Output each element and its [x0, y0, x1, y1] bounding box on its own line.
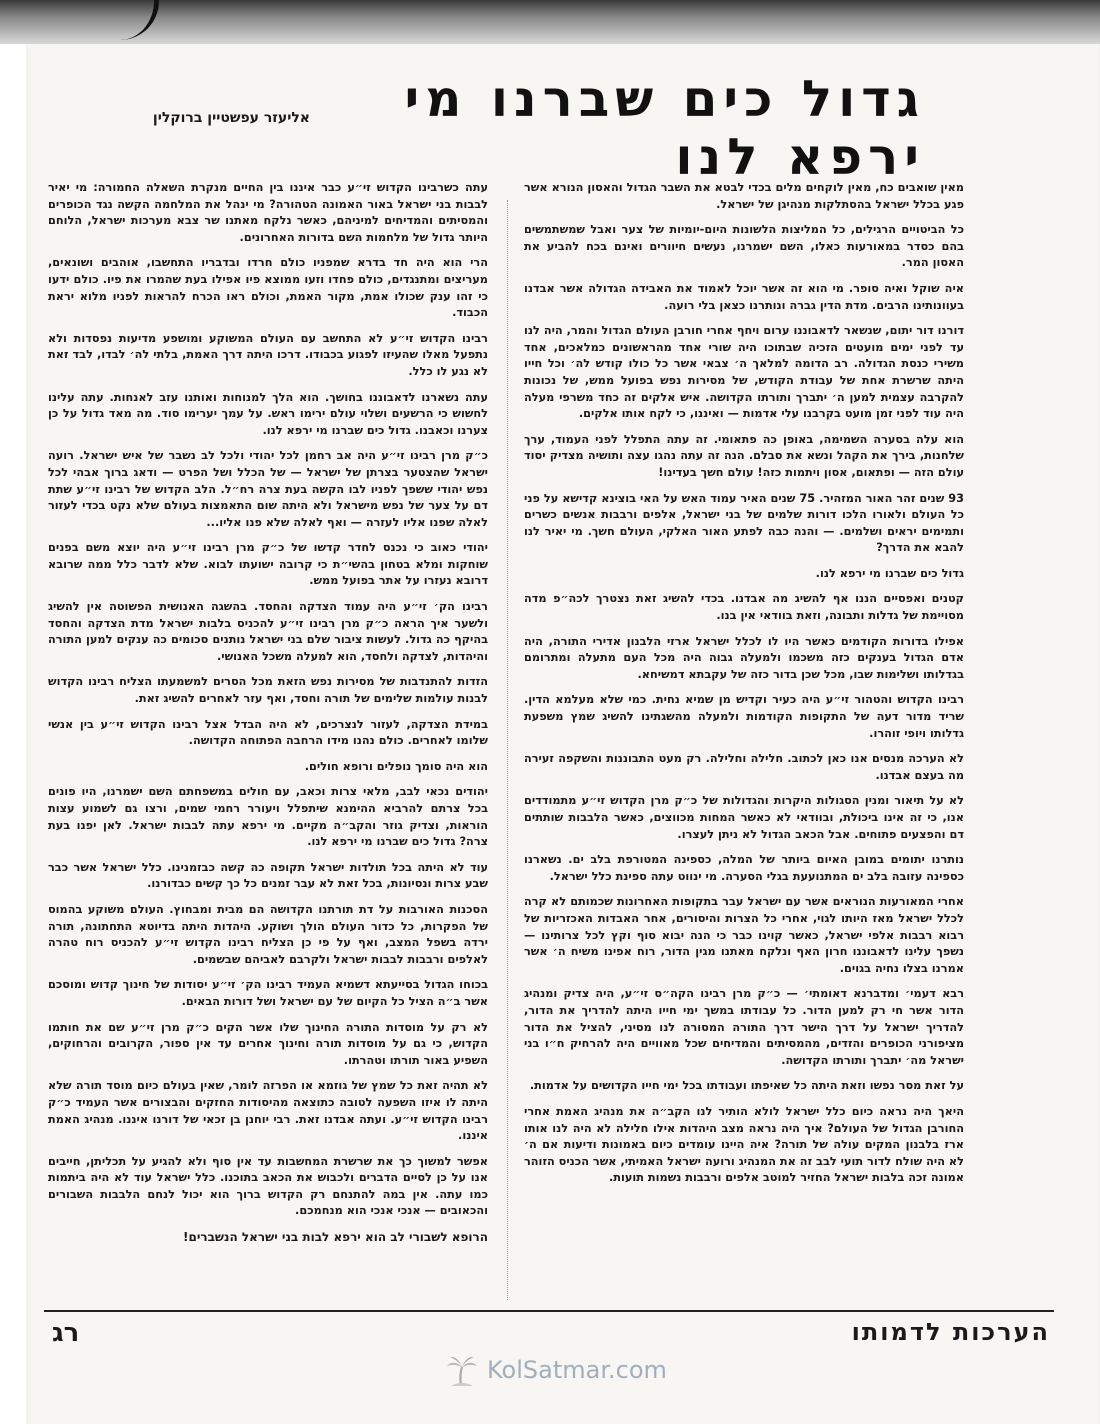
- paragraph: יהודי כאוב כי נכנס לחדר קדשו של כ״ק מרן רבינו זי״ע היה יוצא משם בפנים שוחקות ומלא בטחון בהשי״ת כי קרובה ישועתו לבוא. שלא לדבר כלל ממה שרובא דרובא נעזרו על אתר בפועל ממש.: [48, 541, 488, 588]
- paragraph: הוא היה סומך נופלים ורופא חולים.: [304, 759, 488, 773]
- right-column: [524, 180, 964, 1300]
- column-divider: [507, 200, 508, 1300]
- paragraph: איה שוקל ואיה סופר. מי הוא זה אשר יוכל לאמוד את האבידה הגדולה אשר אבדנו בעוונותינו הרבים. מדת הדין גברה ונותרנו כצאן בלי רועה.: [524, 281, 964, 312]
- paragraph: הרי הוא היה חד בדרא שמפניו כולם חרדו ובדבריו התחשבו, אוהבים ושונאים, מעריצים ומתנגדים, כולם פחדו וזעו ממוצא פיו אפילו בעת שהמרו את פיו. כולם ידעו כי זהו ענק שכולו אמת, מקור האמת, וכולם ראו הכרח להראות לפניו מלוא יראת הכבוד.: [48, 256, 488, 320]
- paragraph: הזדות להתנדבות של מסירות נפש הזאת מכל הסרים למשמעתו הצליח רבינו הקדוש לבנות עולמות שלימים של תורה וחסד, ואף עזר לאחרים להשיג זאת.: [48, 675, 488, 706]
- paragraph: דורנו דור יתום, שנשאר לדאבוננו ערום ויחף אחרי חורבן העולם הגדול והמר, היה לנו עד לפני ימים מועטים הזכיה שבתוכו היה שורי אחד מהראשונים כמלאכים, אחד משירי כנסת הגדולה. רב הדומה למלאך ה׳ צבאי אשר כל כולו קודש לה׳ וכל חייו היתה שרשרת אחת של עבודת הקודש, של מסירות נפש בפועל ממש, של נכונות להקרבה עצמית למען ה׳ יתברך ותורתו הקדושה. איש אלקים זה כחד משרפי מעלה היה עוד לפני זמן מועט בקרבנו עלי אדמות — ואיננו, כי לקח אותו אלקים.: [524, 324, 964, 421]
- scan-artifact: [120, 0, 159, 40]
- paragraph: לא על תיאור ומנין הסגולות היקרות והגדולות של כ״ק מרן הקדוש זי״ע מתמודדים אנו, כי זה אינו ביכולת, ובוודאי לא כאשר המחות מכווצים, כאשר הלבבות שותתים דם והפצעים פתוחים. אבל הכאב הגדול לא ניתן לעצרו.: [524, 794, 964, 841]
- paragraph: הוא עלה בסערה השמימה, באופן כה פתאומי. זה עתה התפלל לפני העמוד, ערך שלחנות, בירך את הקהל ונשא את סבלם. הנה זה עתה נהגו עצה ותושיה מצדיק יסוד עולם הזה — ופתאום, אסון ויתמות כזה! עולם חשך בעדינו!: [524, 432, 964, 479]
- article-title: גדול כים שברנו מי ירפא לנו: [404, 70, 925, 186]
- publication-title: הערכות לדמותו: [851, 1318, 1050, 1346]
- paragraph: לא תהיה זאת כל שמץ של גוזמא או הפרזה לומר, שאין בעולם כיום מוסד תורה שלא היתה לו איזו השפעה לטובה כתוצאה מהיסודות החזקים והבצורים אשר העמיד כ״ק רבינו הקדוש זי״ע. ועתה אבדנו זאת. רבי יוחנן בן זכאי של דורנו איננו. מנהיג האמת איננו.: [48, 1079, 488, 1143]
- watermark-text: KolSatmar.com: [487, 1356, 667, 1384]
- paragraph: עתה נשארנו לדאבוננו בחושך. הוא הלך למנוחות ואותנו עזב לאנחות. עתה עלינו לחשוש כי הרשעים ושלוי עולם ירימו ראש. על עמך יערימו סוד. מה מאד גדול על כן צערנו וכאבנו. גדול כים שברנו מי ירפא לנו.: [48, 390, 488, 437]
- scan-left-margin: [0, 44, 26, 1424]
- paragraph: בכוחו הגדול בסייעתא דשמיא העמיד רבינו הק׳ זי״ע יסודות של חינוך קדוש ומוסכם אשר ב״ה הציל כל הקיום של עם ישראל ושל דורות הבאים.: [48, 978, 488, 1008]
- paragraph: רבינו הק׳ זי״ע היה עמוד הצדקה והחסד. בהשגה האנושית הפשוטה אין להשיג ולשער איך הראה כ״ק מרן רבינו זי״ע להכניס בלבות ישראל מדת הצדקה והחסד בהיקף כה גדול. לעשות ציבור שלם בני ישראל נותנים סכומים כה ענקים למען התורה והיהדות, לצדקה ולחסד, הוא למעלה משכל האנושי.: [48, 600, 488, 663]
- footer-rule: [44, 1310, 1054, 1312]
- paragraph: עוד לא היתה בכל תולדות ישראל תקופה כה קשה כבזמנינו. כלל ישראל אשר כבר שבע צרות ונסיונות, בכל זאת לא עבר זמנים כל כך קשים כבדורנו.: [48, 860, 488, 891]
- paragraph: הסכנות האורבות על דת תורתנו הקדושה הם מבית ומבחוץ. העולם משוקע בהמוס של הפקרות, כל כדור העולם הולך ושוקע. היהדות היתה בדיוטא התחתונה, תורה ירדה בשפל המצב, ואף על פי כן הצליח רבינו הקדוש זי״ע להכניס רוח טהרה לאלפים ורבבות לבבות ישראל ולקרבם לאביהם שבשמים.: [48, 902, 488, 966]
- paragraph: נותרנו יתומים במובן האיום ביותר של המלה, כספינה המטורפת בלב ים. נשארנו כספינה עזובה בלב ים המתנועעת בגלי הסערה. מי ינווט עתה ספינת כלל ישראל.: [524, 853, 964, 883]
- watermark: [445, 1350, 685, 1390]
- paragraph: במידת הצדקה, לעזור לנצרכים, לא היה הבדל אצל רבינו הקדוש זי״ע בין אנשי שלומו לאחרים. כולם נהנו מידו הרחבה הפתוחה הקדושה.: [48, 717, 488, 748]
- paragraph: כל הביטויים הרגילים, כל המליצות הלשונות היום-יומיות של צער ואבל שמשתמשים בהם כסדר במאורעות כאלו, השם ישמרנו, נעשים חיוורים ואינם בכח להביע את האסון המר.: [524, 223, 964, 270]
- closing-line: הרופא לשבורי לב הוא ירפא לבות בני ישראל הנשברים!: [183, 1230, 488, 1245]
- paragraph: היאך היה נראה כיום כלל ישראל לולא הותיר לנו הקב״ה את מנהיג האמת אחרי החורבן הגדול של העולם? איך היה נראה מצב היהדות אילו חלילה לא היה לנו אותו ארז בלבנון המקים עולה של תורה? איה היינו עומדים כיום באמונות ודיעות אם ה׳ לא היה שולח לדור תועי לבב זה את המנהיג ורועה ישראל האמיתי, אשר הכניס הזוהר אמונה זכה בלבות ישראל החזיר למוטב אלפים ורבבות נשמות תועות.: [524, 1104, 964, 1185]
- paragraph: רבינו הקדוש זי״ע לא התחשב עם העולם המשוקע ומושפע מדיעות נפסדות ולא נתפעל מאלו שהעיזו לפגוע בכבודו. דרכו היתה דרך האמת, בלתי לה׳ לבדו, לבד זאת לא נגע לו כלל.: [48, 331, 488, 378]
- paragraph: כ״ק מרן רבינו זי״ע היה אב רחמן לכל יהודי ולכל לב נשבר של איש ישראל. רועה ישראל שהצטער בצרתן של ישראל — של הכלל ושל הפרט — ודאג ברוך אבהי לכל נפש יהודי ששפך לפניו לבו הקשה בעת צרה רח״ל. הלב הקדוש של רבינו זי״ע שתת דם על צער של נפש מישראל ולא היתה שום התאמצות בעולם שלא נקט בכדי לעזור לאלה שפנו אליו לעזרה — ואף לאלה שלא פנו אליו...: [48, 449, 488, 529]
- paragraph: גדול כים שברנו מי ירפא לנו.: [815, 566, 964, 580]
- paragraph: רבא דעמי׳ ומדברנא דאומתי׳ — כ״ק מרן רבינו הקה״ס זי״ע, היה צדיק ומנהיג הדור אשר חי רק למען הדור. כל עבודתו במשך ימי חייו היתה להדריך את הדור, להדריך ישראל על דרך הישר דרך התורה המסורה לנו מסיני, להציל את הדור מציפורני הכופרים והזדים, מהמסיתים והמדיחים שכל מאוויים היה להרחיק ח״ו בני ישראל מה׳ יתברך ותורתו הקדושה.: [524, 987, 964, 1067]
- paragraph: אחרי המאורעות הנוראים אשר עם ישראל עבר בתקופות האחרונות שכמותם לא קרה לכלל ישראל מאז היותו לגוי, אחרי כל הצרות והיסורים, אחר האבדות האכזריות של רבוא רבבות אלפי ישראל, כאשר קוינו כבר כי הנה יבוא סוף וקץ לכל צרותינו — נשפך עלינו לדאבוננו חרון האף ונלקח מאתנו מגין הדור, רוח אפינו משיח ה׳ אשר אמרנו בצלו נחיה בגוים.: [524, 895, 964, 975]
- paragraph: 93 שנים זהר האור המזהיר. 75 שנים האיר עמוד האש על האי בוצינא קדישא על פני כל העולם ולאורו הלכו דורות שלמים של בני ישראל, אלפים ורבבות אנשים כשרים ותמימים יראים ושלמים. — והנה כבה לפתע האור האלקי, העולם חשך. מי יאיר לנו להבא את הדרך?: [524, 491, 964, 555]
- paragraph: רבינו הקדוש והטהור זי״ע היה כעיר וקדיש מן שמיא נחית. כמי שלא מעלמא הדין. שריד מדור דעה של התקופות הקודמות ולמעלה מהשגתינו להשיג שמץ משפעת גדלותו ויופי זוהרו.: [524, 693, 964, 740]
- paragraph: אפשר למשוך כך את שרשרת המחשבות עד אין סוף ולא להגיע על תכליתן, חייבים אנו על כן לסיים הדברים ולכבוש את הכאב בתוכנו. כלל ישראל עוד לא היה ביתמות כמו עתה. אין במה להתנחם רק הקדוש ברוך הוא יכול לנחם הלבבות השבורים והכאובים — אנכי אנכי הוא מנחמכם.: [48, 1154, 488, 1218]
- article-author: אליעזר עפשטיין ברוקלין: [152, 110, 310, 126]
- paragraph: לא הערכה מנסים אנו כאן לכתוב. חלילה וחלילה. רק מעט התבוננות והשקפה זעירה מה בעצם אבדנו.: [524, 752, 964, 782]
- paragraph: יהודים נכאי לבב, מלאי צרות וכאב, עם חולים במשפחתם השם ישמרנו, היו פונים בכל צרתם להרביא ההימנא שיתפלל ויעורר רחמי שמים, ורצו גם לשמוע עצות הוראות, וצדיק גוזר והקב״ה מקיים. מי ירפא עתה לבבות ישראל. לאן יפנו בעת צרה? גדול כים שברנו מי ירפא לנו.: [48, 785, 488, 849]
- left-column: [48, 180, 488, 1300]
- paragraph: על זאת מסר נפשו וזאת היתה כל שאיפתו ועבודתו בכל ימי חייו הקדושים על אדמות.: [529, 1079, 964, 1093]
- scan-top-edge: [0, 0, 1100, 44]
- paragraph: קטנים ואפסיים הננו אף להשיג מה אבדנו. בכדי להשיג זאת נצטרך לכה״פ מדה מסויימת של גדלות ותבונה, וזאת בוודאי אין בנו.: [524, 592, 964, 623]
- paragraph: עתה כשרבינו הקדוש זי״ע כבר איננו בין החיים מנקרת השאלה החמורה: מי יאיר לבבות בני ישראל באור האמונה הטהורה? מי ינהל את המלחמה הקשה נגד הכופרים והמסיתים והמדיחים למיניהם, כאשר נלקח מאתנו שר צבא מערכות ישראל, הלוחם היותר גדול של מלחמות השם בדורות האחרונים.: [48, 181, 488, 244]
- page-number: רג: [52, 1318, 80, 1348]
- palm-tree-icon: [445, 1353, 479, 1387]
- paragraph: אפילו בדורות הקודמים כאשר היו לו לכלל ישראל ארזי הלבנון אדירי התורה, היה אדם הגדול בענקים כזה משכמו ולמעלה גבוה היה מכל העם מתעלה ומתרומם בגדלותו ושלימות שבו, מכל שכן בדור כזה של עקבתא דמשיחא.: [524, 634, 964, 681]
- paragraph: לא רק על מוסדות התורה החינוך שלו אשר הקים כ״ק מרן זי״ע שם את חותמו הקדוש, כי גם על מוסדות תורה וחינוך אחרים עד אין ספור, הקרובים והרחוקים, השפיע באור תורתו וטהרתו.: [48, 1020, 488, 1067]
- paragraph: מאין שואבים כח, מאין לוקחים מלים בכדי לבטא את השבר הגדול והאסון הנורא אשר פגע בכלל ישראל בהסתלקות מנהיגן של ישראל.: [524, 181, 964, 211]
